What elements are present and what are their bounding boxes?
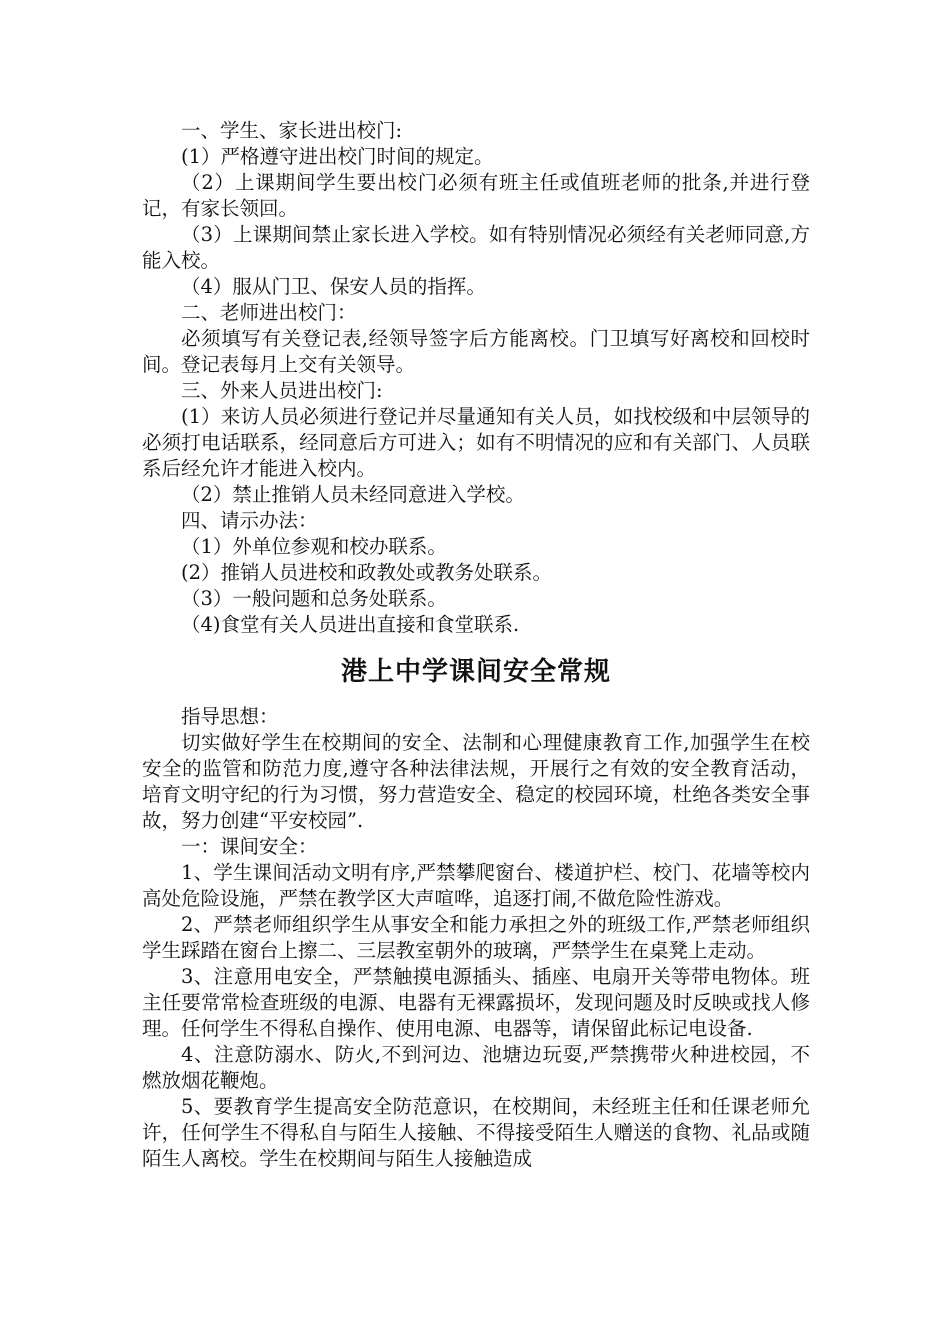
guiding-thought-body: 切实做好学生在校期间的安全、法制和心理健康教育工作,加强学生在校安全的监管和防范力度,遵守各种法律法规，开展行之有效的安全教育活动，培育文明守纪的行为习惯，努力营造安全、稳定的校园环境，杜绝各类安全事故，努力创建“平安校园”. — [142, 731, 810, 832]
safety-rule: 2、严禁老师组织学生从事安全和能力承担之外的班级工作,严禁老师组织学生踩踏在窗台上擦二、三层教室朝外的玻璃，严禁学生在桌凳上走动。 — [142, 913, 810, 962]
rule-item: (1）严格遵守进出校门时间的规定。 — [181, 145, 494, 168]
heading-request-methods: 四、请示办法： — [181, 509, 318, 532]
rule-item: （1）外单位参观和校办联系。 — [181, 535, 447, 558]
rule-item: （4）服从门卫、保安人员的指挥。 — [181, 275, 486, 298]
rule-item: （2）禁止推销人员未经同意进入学校。 — [181, 483, 525, 506]
document-page — [142, 118, 810, 1172]
heading-students-parents: 一、学生、家长进出校门: — [181, 119, 403, 142]
rule-item: 必须填写有关登记表,经领导签字后方能离校。门卫填写好离校和回校时间。登记表每月上交有关领导。 — [142, 327, 810, 376]
rule-item: （4)食堂有关人员进出直接和食堂联系. — [181, 613, 520, 636]
safety-rule: 3、注意用电安全，严禁触摸电源插头、插座、电扇开关等带电物体。班主任要常常检查班级的电源、电器有无裸露损坏，发现问题及时反映或找人修理。任何学生不得私自操作、使用电源、电器等，请保留此标记电设备. — [142, 965, 810, 1040]
rule-item: （2）上课期间学生要出校门必须有班主任或值班老师的批条,并进行登记，有家长领回。 — [142, 171, 810, 220]
heading-teachers: 二、老师进出校门： — [181, 301, 357, 324]
document-title: 港上中学课间安全常规 — [340, 657, 611, 687]
heading-visitors: 三、外来人员进出校门: — [181, 379, 383, 402]
rule-item: （3）上课期间禁止家长进入学校。如有特别情况必须经有关老师同意,方能入校。 — [142, 223, 810, 272]
break-safety-heading: 一：课间安全： — [181, 835, 318, 858]
safety-rule: 5、要教育学生提高安全防范意识，在校期间，未经班主任和任课老师允许，任何学生不得私自与陌生人接触、不得接受陌生人赠送的食物、礼品或随陌生人离校。学生在校期间与陌生人接触造成 — [142, 1095, 810, 1170]
safety-rule: 1、学生课间活动文明有序,严禁攀爬窗台、楼道护栏、校门、花墙等校内高处危险设施，严禁在教学区大声喧哗，追逐打闹,不做危险性游戏。 — [142, 861, 810, 910]
rule-item: （3）一般问题和总务处联系。 — [181, 587, 447, 610]
rule-item: (2）推销人员进校和政教处或教务处联系。 — [181, 561, 553, 584]
rule-item: (1）来访人员必须进行登记并尽量通知有关人员，如找校级和中层领导的必须打电话联系，经同意后方可进入；如有不明情况的应和有关部门、人员联系后经允许才能进入校内。 — [142, 405, 810, 480]
safety-rule: 4、注意防溺水、防火,不到河边、池塘边玩耍,严禁携带火种进校园，不燃放烟花鞭炮。 — [142, 1043, 810, 1092]
guiding-thought-heading: 指导思想： — [181, 705, 279, 728]
